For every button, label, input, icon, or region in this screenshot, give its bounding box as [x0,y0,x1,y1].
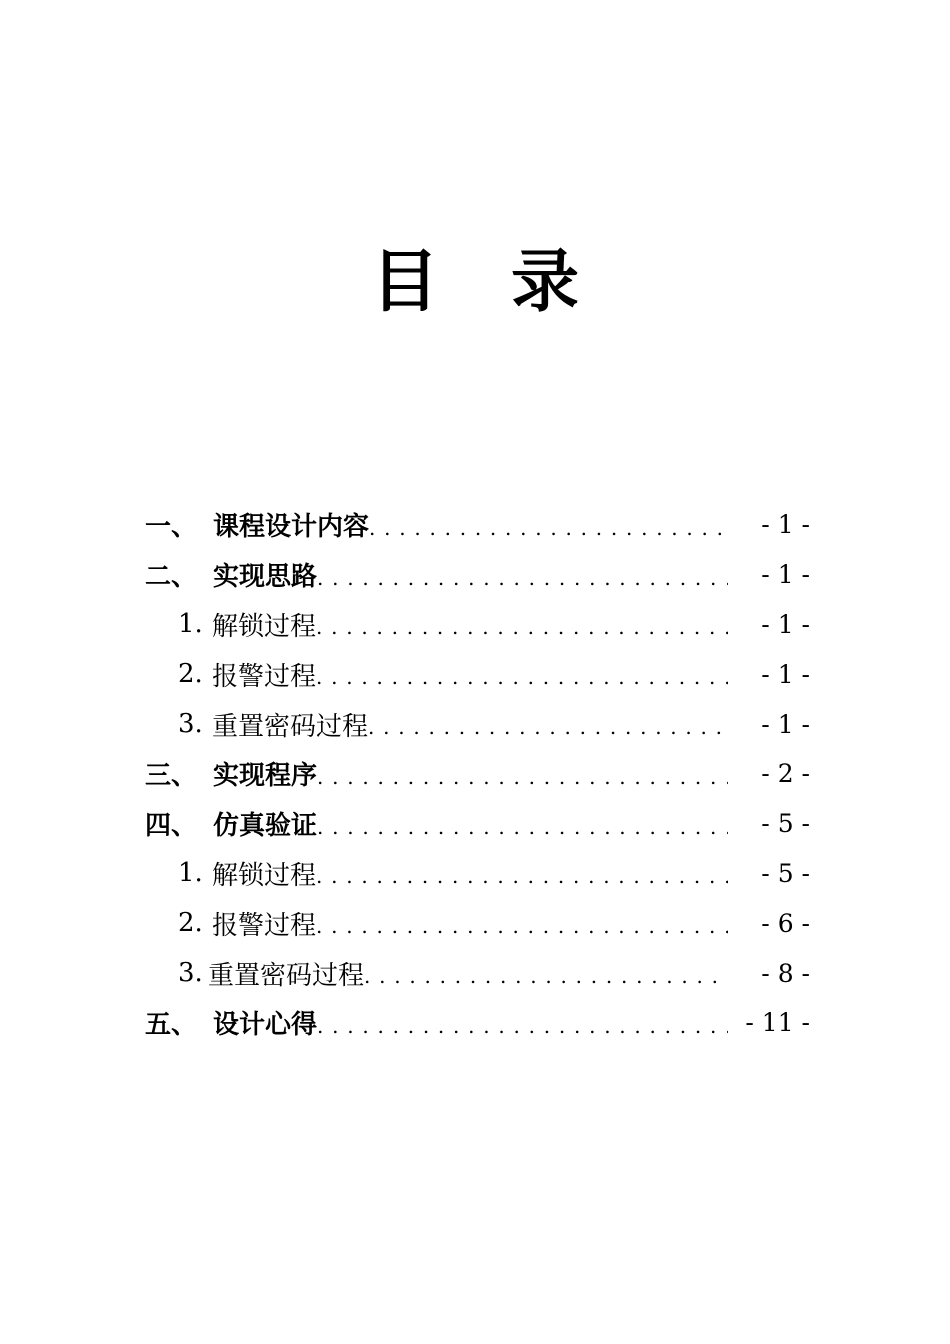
toc-entry-number: 2. [178,659,203,690]
toc-dot-leader [316,659,728,689]
toc-entry-text: 设计心得 [213,1010,318,1041]
toc-entry-page: - 1 - [761,709,810,739]
toc-entry-page: - 5 - [761,858,810,888]
toc-entry-number: 二、 [145,562,198,593]
toc-dot-leader [317,759,728,789]
toc-entry-number: 2. [178,908,203,939]
toc-dot-leader [316,609,728,639]
toc-dot-leader [364,958,728,988]
toc-entry-number: 3. [178,709,203,740]
toc-entry-page: - 1 - [761,659,810,689]
toc-entry-number: 三、 [145,761,198,792]
toc-entry[interactable] [145,500,810,550]
toc-dot-leader [368,709,728,739]
toc-entry[interactable] [145,898,810,948]
toc-title-char-2: 录 [511,243,580,322]
toc-entry-text: 仿真验证 [213,811,318,842]
toc-dot-leader [317,809,728,839]
toc-entry-page: - 5 - [761,809,810,839]
toc-dot-leader [316,858,728,888]
toc-entry-page: - 2 - [761,759,810,789]
toc-entry-number: 1. [178,609,203,640]
toc-entry[interactable] [145,699,810,749]
toc-entry-number: 四、 [145,811,198,842]
toc-dot-leader [317,1008,728,1038]
toc-entry-page: - 8 - [761,958,810,988]
toc-entry-number: 1. [178,858,203,889]
toc-entry-text: 解锁过程 [212,860,317,891]
toc-dot-leader [316,908,728,938]
toc-title [0,238,950,328]
toc-entry-text: 报警过程 [212,910,317,941]
toc-entry-text: 课程设计内容 [213,512,370,543]
toc-entry-text: 报警过程 [212,661,317,692]
toc-entry[interactable] [145,998,810,1048]
toc-entry[interactable] [145,799,810,849]
toc-entry-text: 重置密码过程 [212,711,369,742]
toc-title-char-1: 目 [370,243,439,322]
toc-entry[interactable] [145,649,810,699]
toc-entry[interactable] [145,600,810,650]
table-of-contents [145,500,810,1048]
toc-entry-number: 3. [178,958,203,989]
toc-entry-number: 五、 [145,1010,198,1041]
toc-entry-text: 解锁过程 [212,611,317,642]
toc-dot-leader [369,510,728,540]
toc-entry[interactable] [145,849,810,899]
toc-entry-page: - 1 - [761,510,810,540]
toc-entry-page: - 1 - [761,609,810,639]
toc-entry-page: - 11 - [745,1008,810,1038]
toc-entry-text: 实现程序 [213,761,318,792]
toc-entry[interactable] [145,948,810,998]
toc-entry[interactable] [145,550,810,600]
toc-dot-leader [317,560,728,590]
toc-entry[interactable] [145,749,810,799]
toc-entry-text: 重置密码过程 [208,960,365,991]
toc-entry-number: 一、 [145,512,198,543]
toc-entry-page: - 1 - [761,560,810,590]
toc-entry-text: 实现思路 [213,562,318,593]
toc-entry-page: - 6 - [761,908,810,938]
